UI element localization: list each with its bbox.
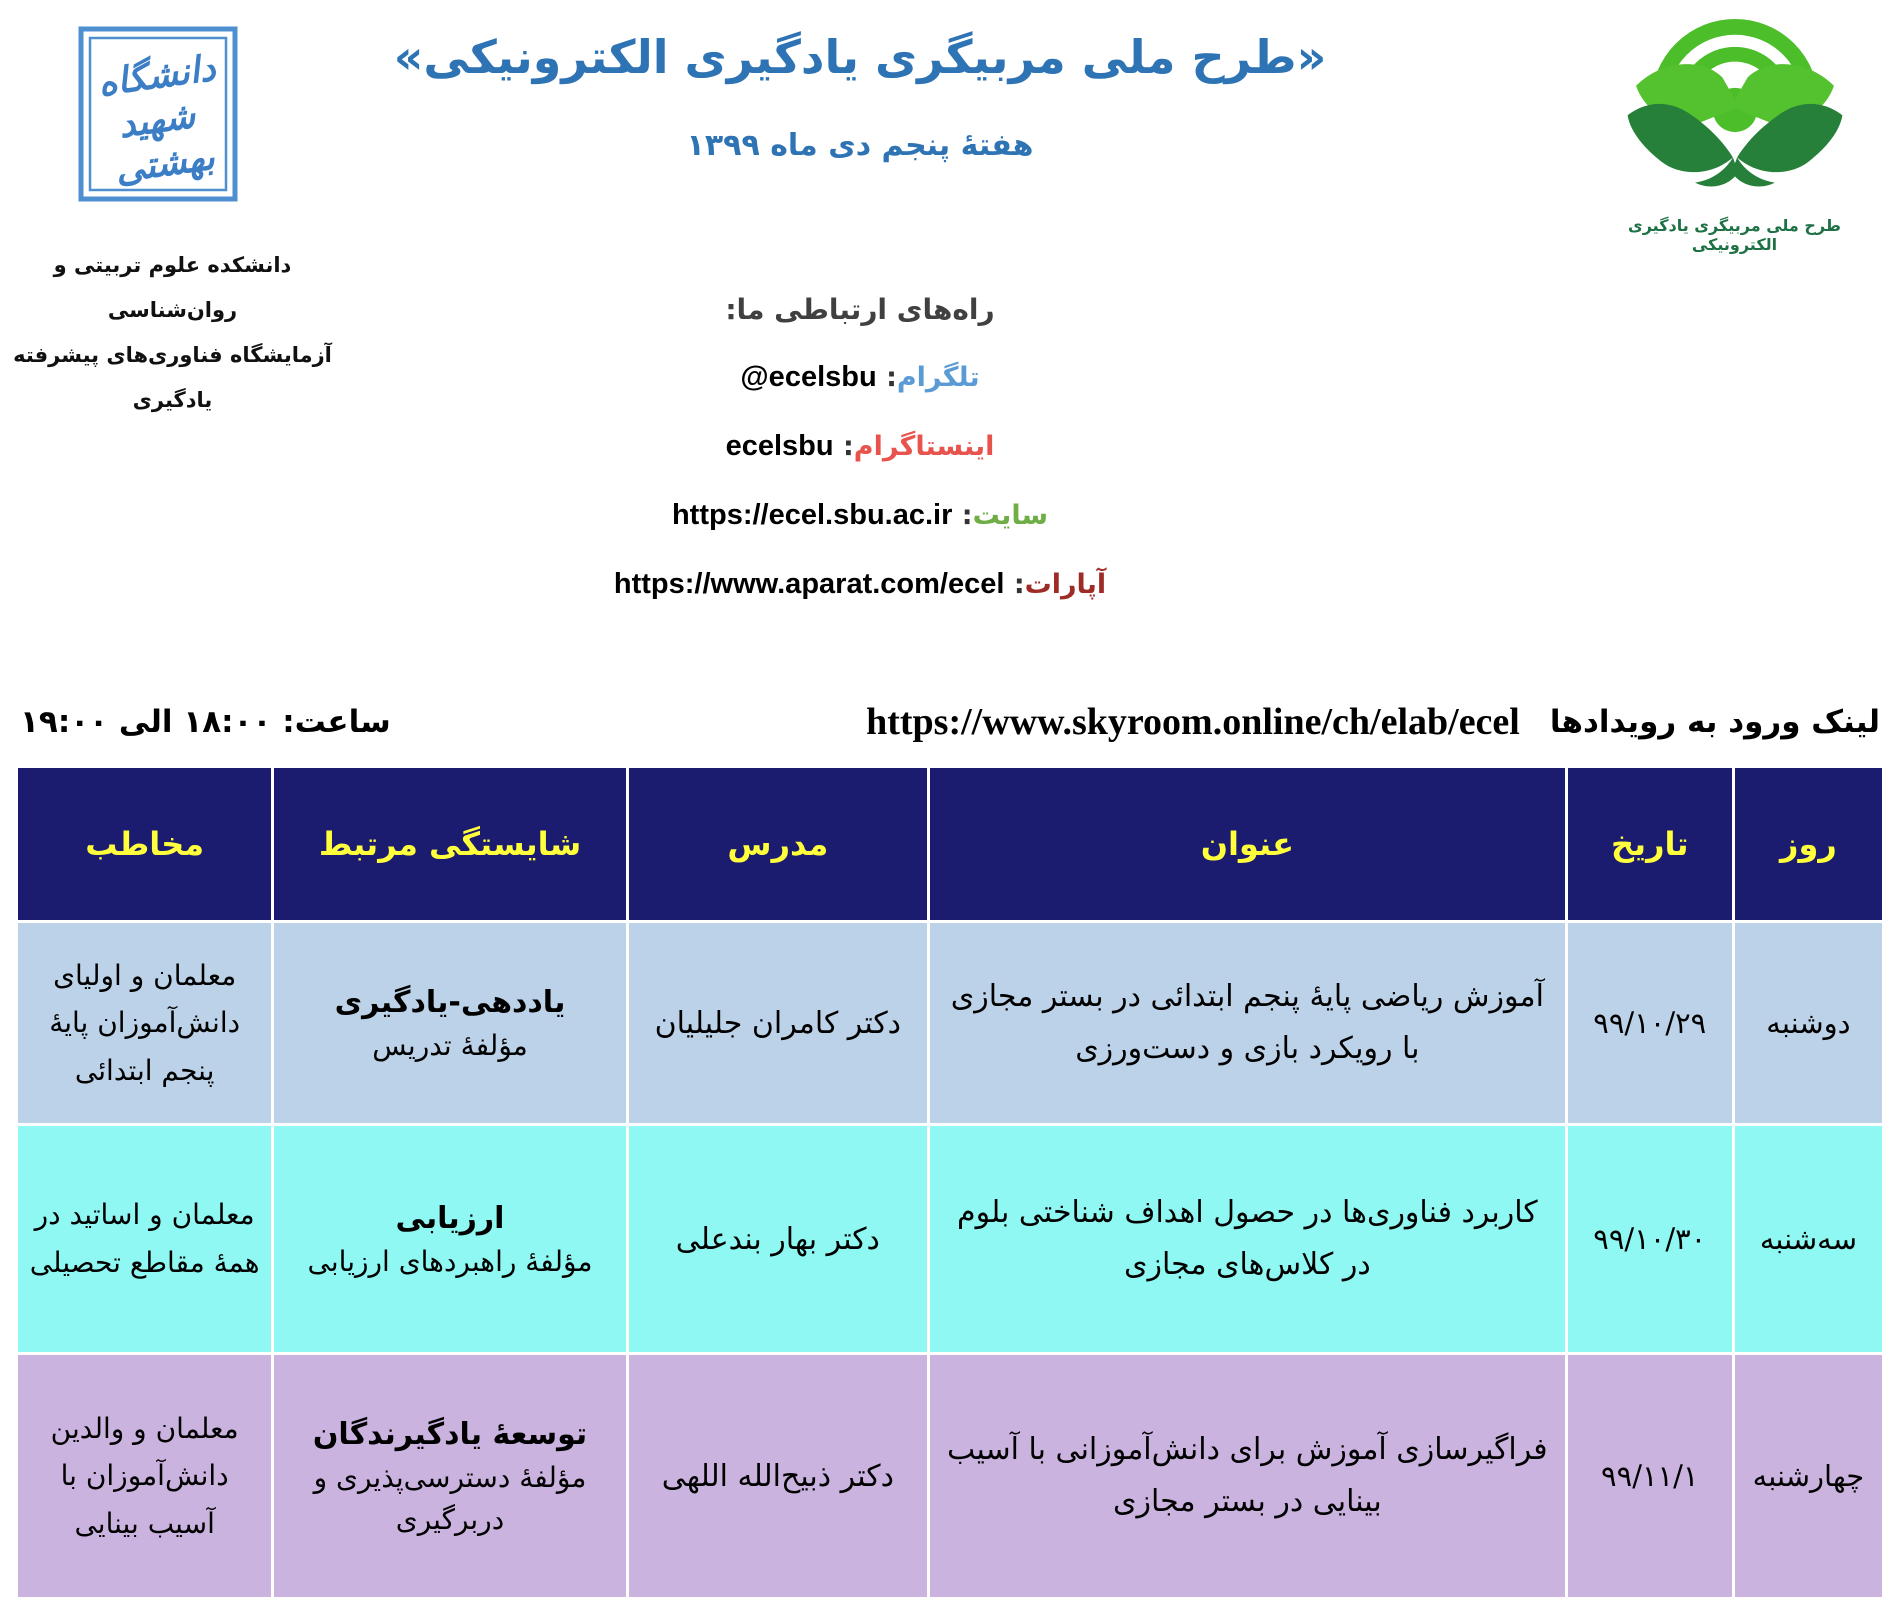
aparat-label: آپارات <box>1024 569 1107 600</box>
row3-date: ۹۹/۱۱/۱ <box>1566 1354 1733 1599</box>
telegram-label: تلگرام <box>896 362 980 393</box>
program-logo-caption: طرح ملی مربیگری یادگیری الکترونیکی <box>1628 216 1841 254</box>
lab-name: آزمایشگاه فناوری‌های پیشرفته یادگیری <box>13 343 332 412</box>
row2-teacher: دکتر بهار بندعلی <box>627 1125 928 1354</box>
row3-teacher: دکتر ذبیح‌الله اللهی <box>627 1354 928 1599</box>
header-audience: مخاطب <box>17 767 273 922</box>
row3-audience: معلمان و والدین دانش‌آموزان با آسیب بینایی <box>17 1354 273 1599</box>
logo-word-1: دانشگاه <box>95 47 218 105</box>
header-competency: شایستگی مرتبط <box>273 767 627 922</box>
row2-title: کاربرد فناوری‌ها در حصول اهداف شناختی بلوم در کلاس‌های مجازی <box>929 1125 1567 1354</box>
row3-day: چهارشنبه <box>1733 1354 1883 1599</box>
row1-audience: معلمان و اولیای دانش‌آموزان پایۀ پنجم ابتدائی <box>17 922 273 1125</box>
row3-competency-sub: مؤلفۀ دسترسی‌پذیری و دربرگیری <box>313 1460 587 1536</box>
event-link-label: لینک ورود به رویدادها <box>1549 704 1880 740</box>
row1-day: دوشنبه <box>1733 922 1883 1125</box>
contact-block <box>300 293 1420 632</box>
logo-word-3: بهشتی <box>112 136 218 192</box>
row2-date: ۹۹/۱۰/۳۰ <box>1566 1125 1733 1354</box>
table-row <box>17 1125 1884 1354</box>
row3-competency-main: توسعۀ یادگیرندگان <box>312 1416 588 1452</box>
faculty-block <box>5 243 340 423</box>
row1-competency <box>273 922 627 1125</box>
header-title: عنوان <box>929 767 1567 922</box>
header-teacher: مدرس <box>627 767 928 922</box>
instagram-colon: : <box>833 431 854 462</box>
site-colon: : <box>952 500 973 531</box>
contact-telegram <box>300 356 1420 399</box>
faculty-name: دانشکده علوم تربیتی و روان‌شناسی <box>53 253 292 322</box>
row2-competency-sub: مؤلفۀ راهبردهای ارزیابی <box>307 1244 593 1278</box>
schedule-table <box>15 765 1885 1600</box>
schedule-table-wrap <box>15 765 1885 1600</box>
page-subtitle: هفتۀ پنجم دی ماه ۱۳۹۹ <box>686 128 1034 163</box>
telegram-colon: : <box>876 362 897 393</box>
row2-competency-main: ارزیابی <box>395 1200 505 1236</box>
header-date: تاریخ <box>1566 767 1733 922</box>
row3-competency <box>273 1354 627 1599</box>
aparat-url[interactable]: https://www.aparat.com/ecel <box>613 568 1005 600</box>
program-logo-icon <box>1619 10 1851 210</box>
row1-teacher: دکتر کامران جلیلیان <box>627 922 928 1125</box>
skyroom-url[interactable]: https://www.skyroom.online/ch/elab/ecel <box>866 701 1520 743</box>
title-block <box>300 30 1420 163</box>
university-logo-icon <box>78 26 238 202</box>
contact-instagram <box>300 425 1420 468</box>
contact-site <box>300 494 1420 537</box>
event-link-group <box>866 700 1880 744</box>
row1-competency-main: یاددهی-یادگیری <box>334 984 566 1020</box>
telegram-handle[interactable]: @ecelsbu <box>740 361 877 393</box>
instagram-handle[interactable]: ecelsbu <box>725 430 834 462</box>
instagram-label: اینستاگرام <box>853 431 995 462</box>
row1-date: ۹۹/۱۰/۲۹ <box>1566 922 1733 1125</box>
table-row <box>17 1354 1884 1599</box>
logo-word-2: شهید <box>116 95 198 147</box>
contact-heading: راه‌های ارتباطی ما: <box>725 293 995 326</box>
aparat-colon: : <box>1004 569 1025 600</box>
site-url[interactable]: https://ecel.sbu.ac.ir <box>671 499 953 531</box>
university-logo <box>78 26 238 202</box>
row3-title: فراگیرسازی آموزش برای دانش‌آموزانی با آسیب بینایی در بستر مجازی <box>929 1354 1567 1599</box>
program-logo <box>1607 10 1862 254</box>
row2-audience: معلمان و اساتید در همۀ مقاطع تحصیلی <box>17 1125 273 1354</box>
page-title: «طرح ملی مربیگری یادگیری الکترونیکی» <box>393 30 1327 84</box>
contact-aparat <box>300 563 1420 606</box>
table-row <box>17 922 1884 1125</box>
row1-competency-sub: مؤلفۀ تدریس <box>372 1028 528 1062</box>
event-link-row <box>20 695 1880 749</box>
row2-competency <box>273 1125 627 1354</box>
header-day: روز <box>1733 767 1883 922</box>
table-header-row <box>17 767 1884 922</box>
row1-title: آموزش ریاضی پایۀ پنجم ابتدائی در بستر مجازی با رویکرد بازی و دست‌ورزی <box>929 922 1567 1125</box>
site-label: سایت <box>972 500 1049 531</box>
session-time: ساعت: ۱۸:۰۰ الی ۱۹:۰۰ <box>20 704 391 740</box>
row2-day: سه‌شنبه <box>1733 1125 1883 1354</box>
